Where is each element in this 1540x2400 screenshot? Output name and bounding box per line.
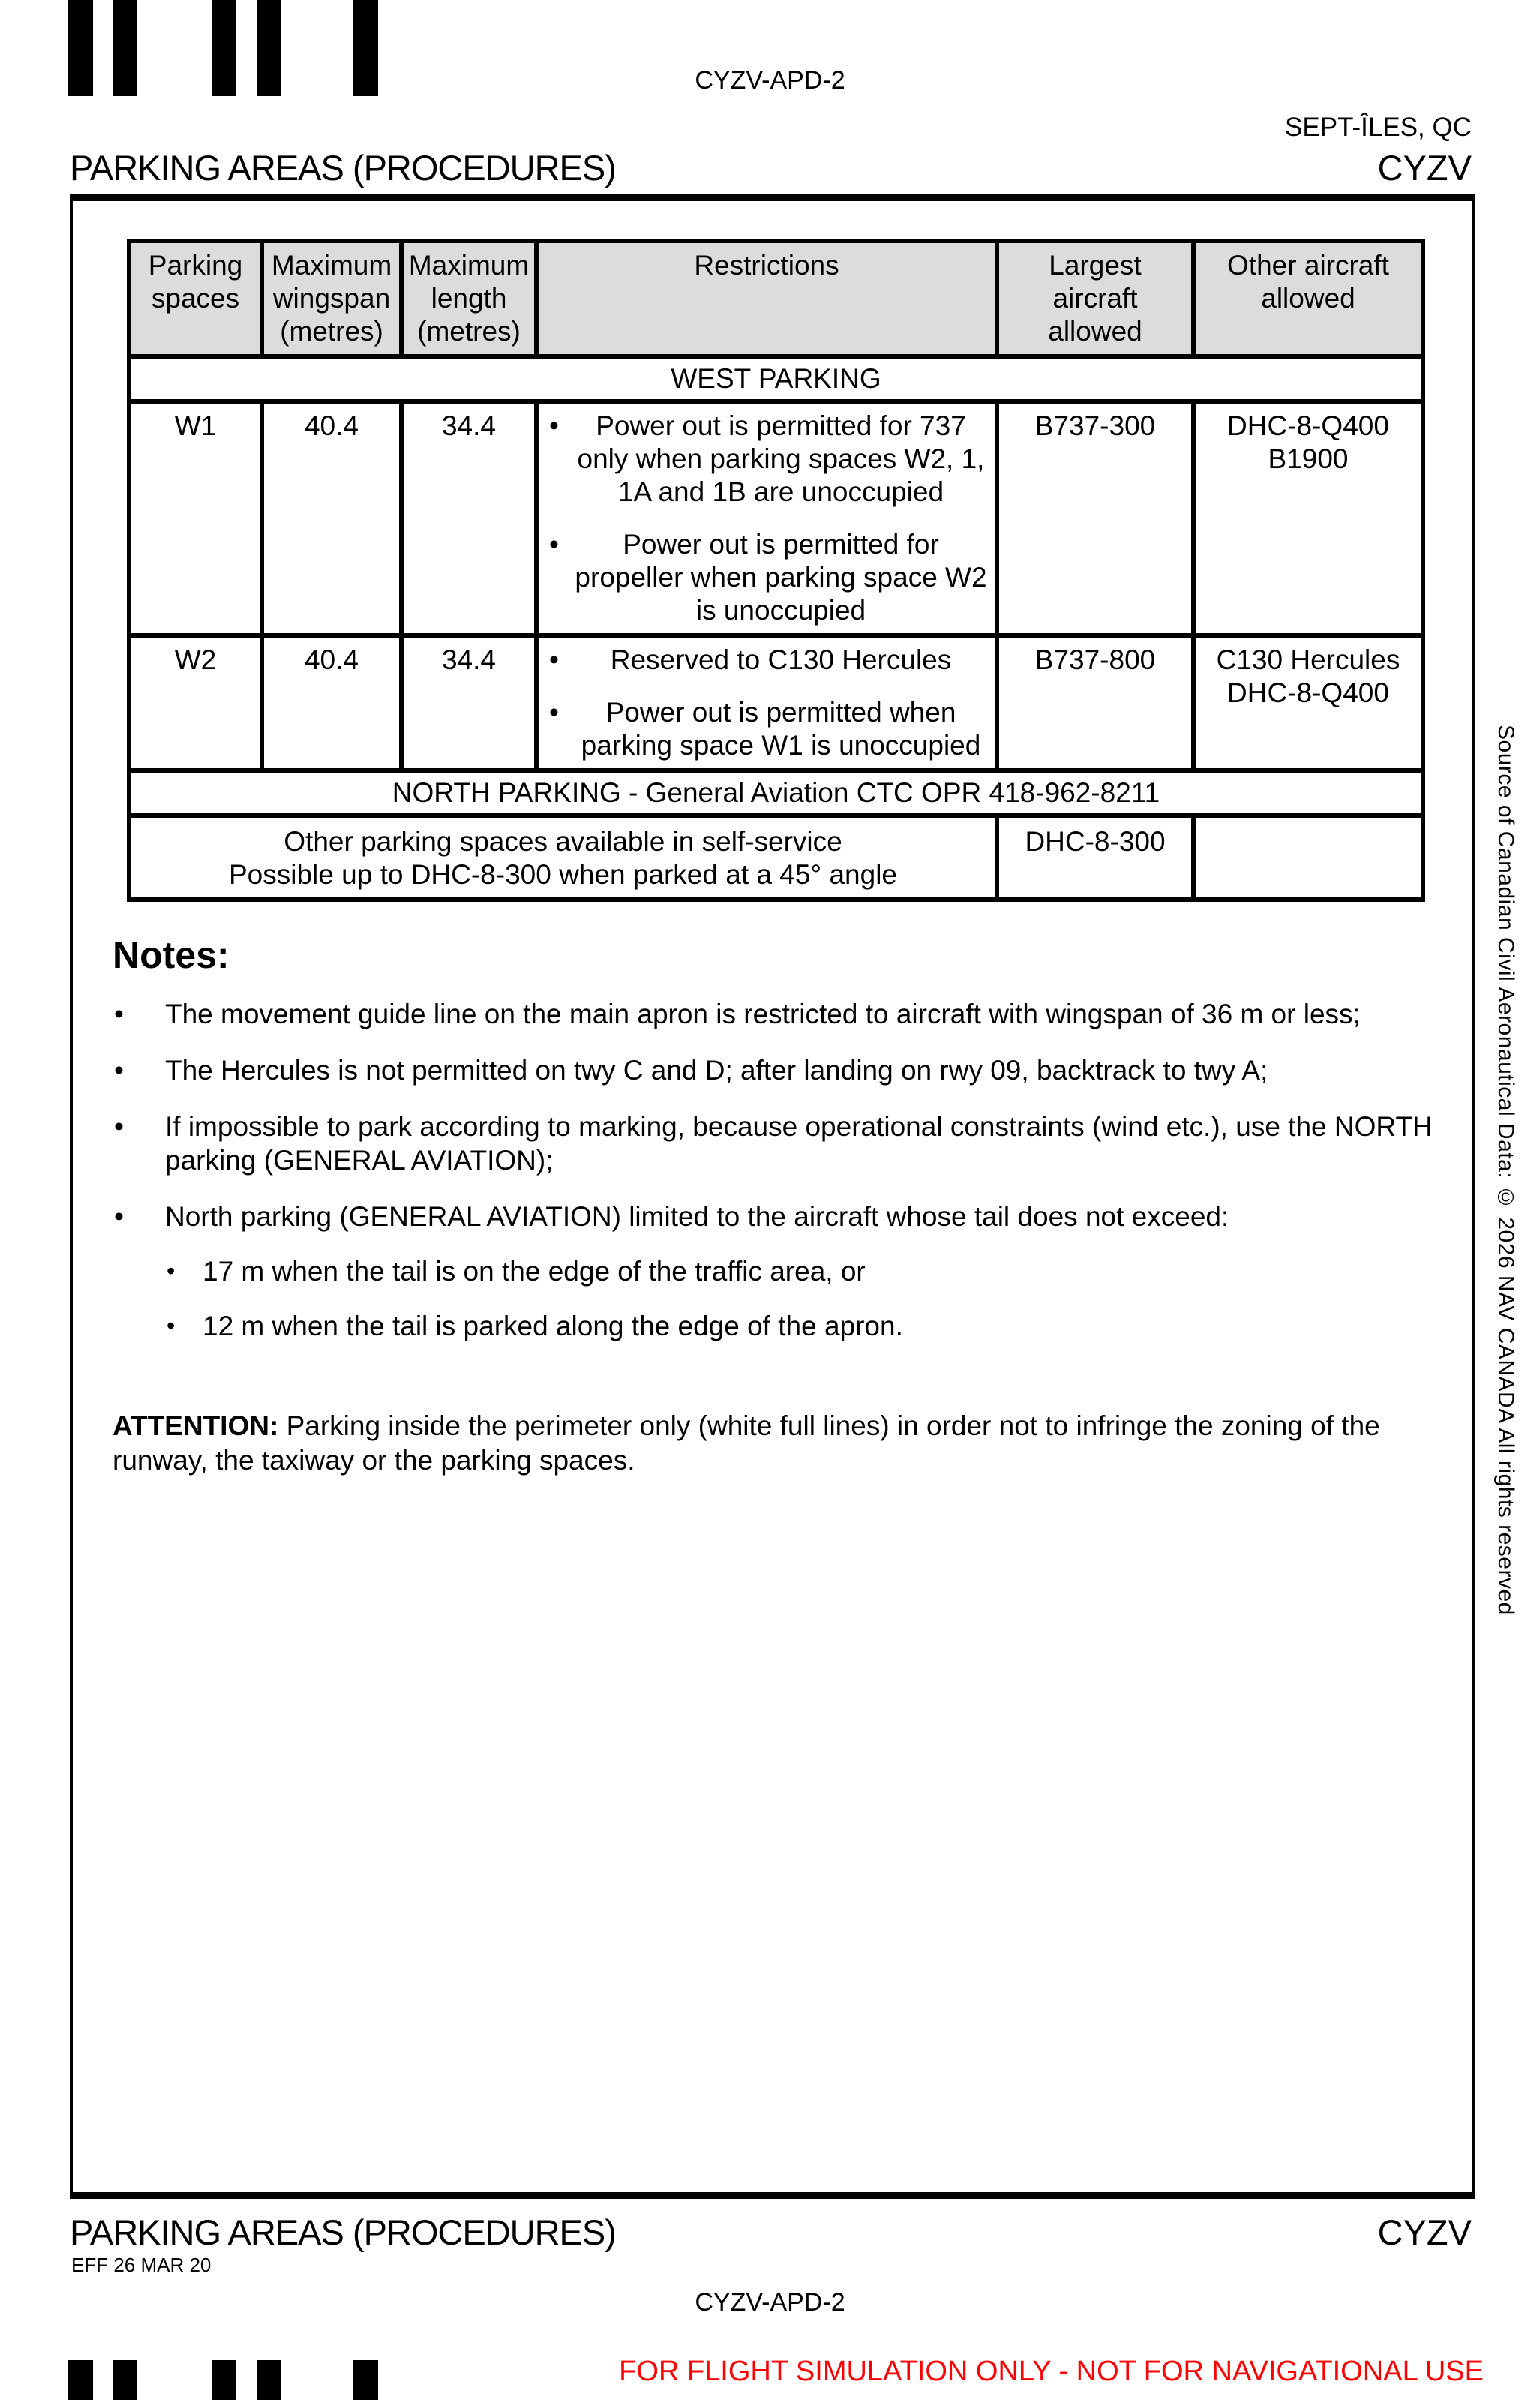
- effective-date: EFF 26 MAR 20: [71, 2254, 212, 2276]
- doc-code-bottom: CYZV-APD-2: [695, 2288, 845, 2317]
- page-title: PARKING AREAS (PROCEDURES): [70, 148, 616, 188]
- note-bullet: • The movement guide line on the main apron is restricted to aircraft with wingspan of 36 m or less;: [113, 997, 1448, 1031]
- aircraft-type: DHC-8-Q400: [1227, 410, 1389, 441]
- note-bullet: • North parking (GENERAL AVIATION) limited to the aircraft whose tail does not exceed:: [113, 1200, 1448, 1233]
- cell-length: 34.4: [401, 635, 536, 770]
- registration-bar: [113, 2360, 137, 2400]
- cell-other-aircraft: [1193, 816, 1423, 900]
- restriction-bullet: • Reserved to C130 Hercules: [543, 644, 990, 677]
- footer-airport-code: CYZV: [1377, 2212, 1472, 2252]
- location-name: SEPT-ÎLES, QC: [1285, 113, 1472, 142]
- airport-code: CYZV: [1377, 148, 1472, 188]
- section-label: NORTH PARKING - General Aviation CTC OPR 418-962-8211: [129, 770, 1423, 816]
- cell-largest-aircraft: DHC-8-300: [997, 816, 1193, 900]
- attention-paragraph: [113, 1409, 1455, 1478]
- simulation-disclaimer: FOR FLIGHT SIMULATION ONLY - NOT FOR NAVIGATIONAL USE: [619, 2356, 1484, 2387]
- cell-largest-aircraft: B737-300: [997, 401, 1193, 635]
- aircraft-type: DHC-8-Q400: [1227, 677, 1389, 708]
- cell-restrictions: [536, 401, 997, 635]
- cell-length: 34.4: [401, 401, 536, 635]
- doc-code-top: CYZV-APD-2: [695, 66, 845, 95]
- cell-largest-aircraft: B737-800: [997, 635, 1193, 770]
- col-header-max-wingspan: Maximum wingspan (metres): [262, 241, 401, 356]
- notes-heading: Notes:: [113, 934, 230, 976]
- registration-bar: [68, 2360, 93, 2400]
- registration-bar: [353, 2360, 378, 2400]
- note-sub-bullet: • 12 m when the tail is parked along the edge of the apron.: [113, 1309, 1448, 1343]
- col-header-restrictions: Restrictions: [536, 241, 997, 356]
- restriction-bullet: • Power out is permitted when parking space W1 is unoccupied: [543, 696, 990, 762]
- section-label: WEST PARKING: [129, 356, 1423, 401]
- note-bullet: • If impossible to park according to marking, because operational constraints (wind etc.), use the NORTH parking (GENERAL AVIATION);: [113, 1110, 1448, 1177]
- cell-wingspan: 40.4: [262, 401, 401, 635]
- cell-self-service: [129, 816, 997, 900]
- note-sub-bullet: • 17 m when the tail is on the edge of the traffic area, or: [113, 1254, 1448, 1288]
- section-row-north-parking: [129, 770, 1423, 816]
- cell-parking-space: W1: [129, 401, 262, 635]
- col-header-largest-aircraft: Largest aircraft allowed: [997, 241, 1193, 356]
- attention-text: Parking inside the perimeter only (white full lines) in order not to infringe the zoning of the runway, the taxiway or the parking spaces.: [113, 1410, 1380, 1476]
- source-copyright-note: Source of Canadian Civil Aeronautical Data: © 2026 NAV CANADA All rights reserved: [1493, 725, 1518, 1615]
- notes-section: [113, 936, 1448, 1343]
- table-row: [129, 635, 1423, 770]
- col-header-other-aircraft: Other aircraft allowed: [1193, 241, 1423, 356]
- aircraft-type: C130 Hercules: [1216, 644, 1400, 675]
- self-service-line: Other parking spaces available in self-service: [284, 826, 842, 857]
- table-row: [129, 401, 1423, 635]
- cell-other-aircraft: [1193, 401, 1423, 635]
- cell-other-aircraft: [1193, 635, 1423, 770]
- restriction-bullet: • Power out is permitted for 737 only when parking spaces W2, 1, 1A and 1B are unoccupied: [543, 410, 990, 509]
- attention-label: ATTENTION:: [113, 1410, 279, 1441]
- col-header-parking-spaces: Parking spaces: [129, 241, 262, 356]
- table-header-row: [129, 241, 1423, 356]
- cell-parking-space: W2: [129, 635, 262, 770]
- aircraft-type: B1900: [1268, 443, 1349, 474]
- self-service-line: Possible up to DHC-8-300 when parked at a 45° angle: [229, 859, 897, 890]
- footer-page-title: PARKING AREAS (PROCEDURES): [70, 2212, 616, 2252]
- col-header-max-length: Maximum length (metres): [401, 241, 536, 356]
- section-row-west-parking: [129, 356, 1423, 401]
- parking-table: [127, 239, 1425, 902]
- cell-restrictions: [536, 635, 997, 770]
- registration-bar: [212, 2360, 236, 2400]
- restriction-bullet: • Power out is permitted for propeller when parking space W2 is unoccupied: [543, 528, 990, 627]
- table-row: [129, 816, 1423, 900]
- note-bullet: • The Hercules is not permitted on twy C and D; after landing on rwy 09, backtrack to twy A;: [113, 1053, 1448, 1087]
- cell-wingspan: 40.4: [262, 635, 401, 770]
- registration-bar: [257, 2360, 281, 2400]
